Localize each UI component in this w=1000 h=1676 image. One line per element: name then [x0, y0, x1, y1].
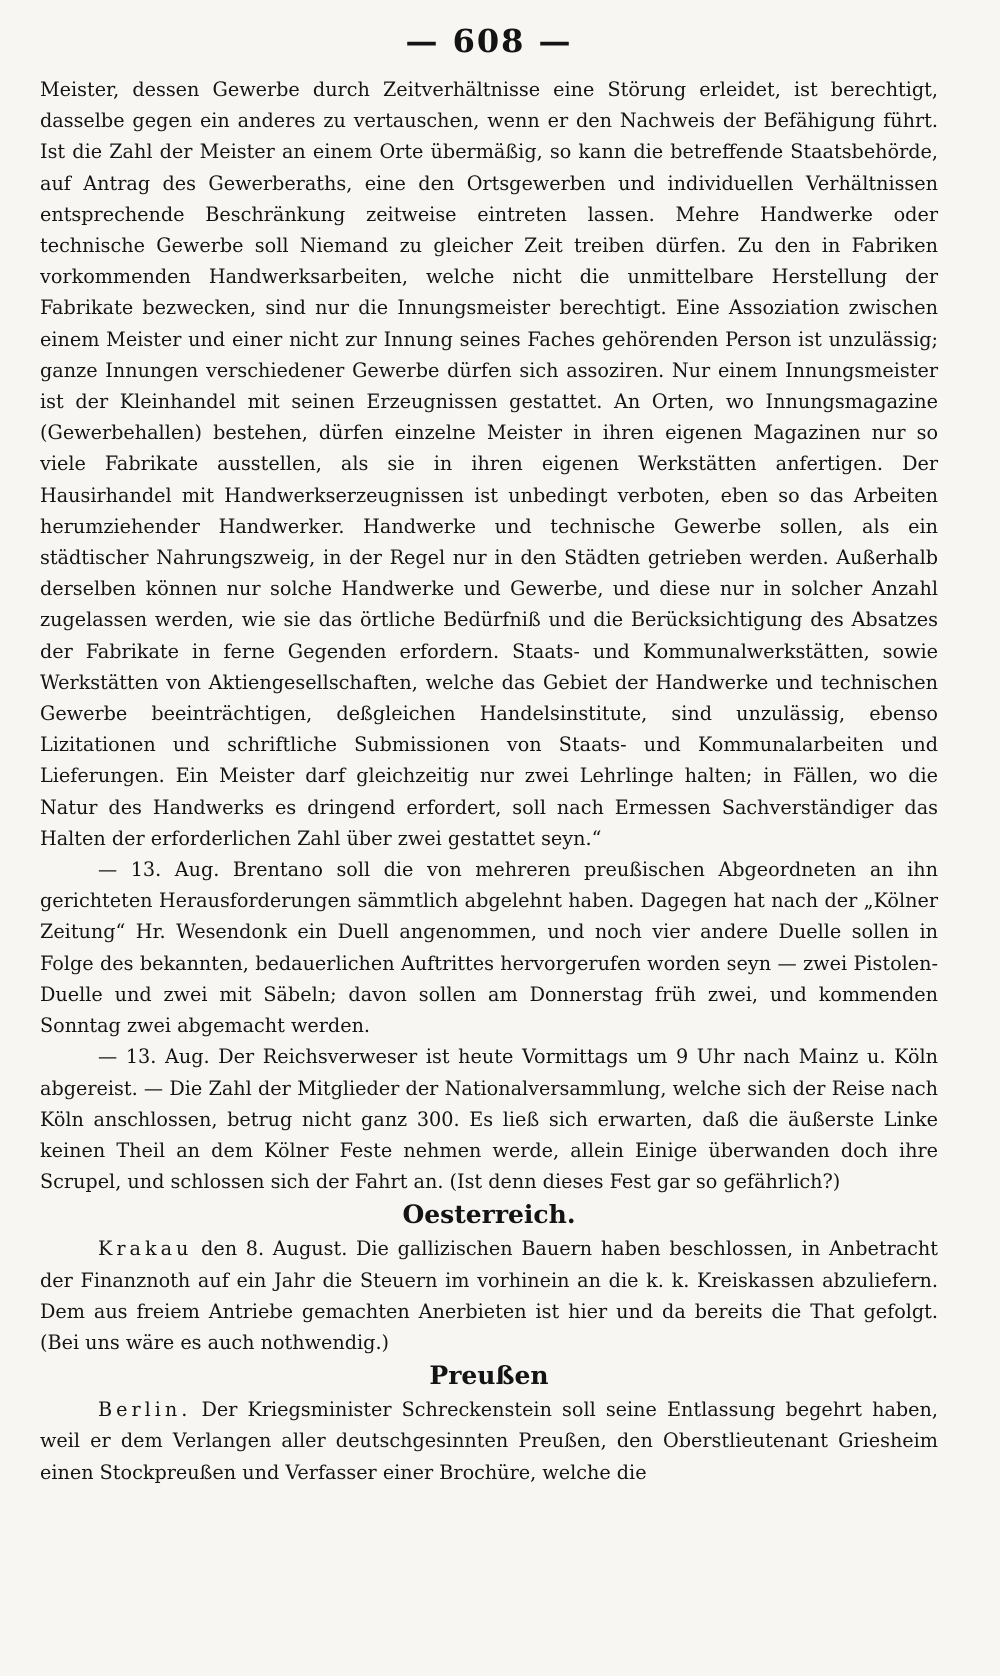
section-heading-prussia: Preußen	[429, 1361, 549, 1391]
paragraph-reichsverweser-report: — 13. Aug. Der Reichsverweser ist heute Vormittags um 9 Uhr nach Mainz u. Köln abgereist. — Die Zahl der Mitglieder der Nationalversammlung, welche sich der Reise nach Köln anschlossen, betrug nicht ganz 300. Es ließ sich erwarten, daß die äußerste Linke keinen Theil an dem Kölner Feste nehmen werde, allein Einige überwanden doch ihre Scrupel, und schlossen sich der Fahrt an. (Ist denn dieses Fest gar so gefährlich?)	[40, 1045, 938, 1194]
paragraph-krakau-report	[40, 1233, 938, 1358]
section-heading-austria: Oesterreich.	[402, 1200, 576, 1230]
paragraph-berlin-report	[40, 1394, 938, 1488]
place-name-berlin: Berlin.	[98, 1398, 192, 1422]
page-number: — 608 —	[405, 22, 573, 60]
paragraph-trade-regulations: Meister, dessen Gewerbe durch Zeitverhältnisse eine Störung erleidet, ist berechtigt, dasselbe gegen ein anderes zu vertauschen, wenn er den Nachweis der Befähigung führt. Ist die Zahl der Meister an einem Orte übermäßig, so kann die betreffende Staatsbehörde, auf Antrag des Gewerberaths, eine den Ortsgewerben und individuellen Verhältnissen entsprechende Beschränkung zeitweise eintreten lassen. Mehre Handwerke oder technische Gewerbe soll Niemand zu gleicher Zeit treiben dürfen. Zu den in Fabriken vorkommenden Handwerksarbeiten, welche nicht die unmittelbare Herstellung der Fabrikate bezwecken, sind nur die Innungsmeister berechtigt. Eine Assoziation zwischen einem Meister und einer nicht zur Innung seines Faches gehörenden Person ist unzulässig; ganze Innungen verschiedener Gewerbe dürfen sich assoziren. Nur einem Innungsmeister ist der Kleinhandel mit seinen Erzeugnissen gestattet. An Orten, wo Innungsmagazine (Gewerbehallen) bestehen, dürfen einzelne Meister in ihren eigenen Magazinen nur so viele Fabrikate ausstellen, als sie in ihren eigenen Werkstätten anfertigen. Der Hausirhandel mit Handwerkserzeugnissen ist unbedingt verboten, eben so das Arbeiten herumziehender Handwerker. Handwerke und technische Gewerbe sollen, als ein städtischer Nahrungszweig, in der Regel nur in den Städten getrieben werden. Außerhalb derselben können nur solche Handwerke und Gewerbe, und diese nur in solcher Anzahl zugelassen werden, wie sie das örtliche Bedürfniß und die Berücksichtigung des Absatzes der Fabrikate in ferne Gegenden erfordern. Staats- und Kommunalwerkstätten, sowie Werkstätten von Aktiengesellschaften, welche das Gebiet der Handwerke und technischen Gewerbe beeinträchtigen, deßgleichen Handelsinstitute, sind unzulässig, ebenso Lizitationen und schriftliche Submissionen von Staats- und Kommunalarbeiten und Lieferungen. Ein Meister darf gleichzeitig nur zwei Lehrlinge halten; in Fällen, wo die Natur des Handwerks es dringend erfordert, soll nach Ermessen Sachverständiger das Halten der erforderlichen Zahl über zwei gestattet seyn.“	[40, 78, 938, 850]
paragraph-duels-report: — 13. Aug. Brentano soll die von mehreren preußischen Abgeordneten an ihn gerichteten Herausforderungen sämmtlich abgelehnt haben. Dagegen hat nach der „Kölner Zeitung“ Hr. Wesendonk ein Duell angenommen, und noch vier andere Duelle sollen in Folge des bekannten, bedauerlichen Auftrittes hervorgerufen worden seyn — zwei Pistolen-Duelle und zwei mit Säbeln; davon sollen am Donnerstag früh zwei, und kommenden Sonntag zwei abgemacht werden.	[40, 858, 938, 1038]
place-name-krakau: Krakau	[98, 1237, 193, 1261]
berlin-report-text: Der Kriegsminister Schreckenstein soll seine Entlassung begehrt haben, weil er dem Verlangen aller deutschgesinnten Preußen, den Oberstlieutenant Griesheim einen Stockpreußen und Verfasser einer Brochüre, welche die	[40, 1398, 938, 1484]
krakau-report-text: den 8. August. Die gallizischen Bauern haben beschlossen, in Anbetracht der Finanznoth auf ein Jahr die Steuern im vorhinein an die k. k. Kreiskassen abzuliefern. Dem aus freiem Antriebe gemachten Anerbieten ist hier und da bereits die That gefolgt. (Bei uns wäre es auch nothwendig.)	[40, 1237, 938, 1354]
article-body	[40, 74, 938, 1488]
